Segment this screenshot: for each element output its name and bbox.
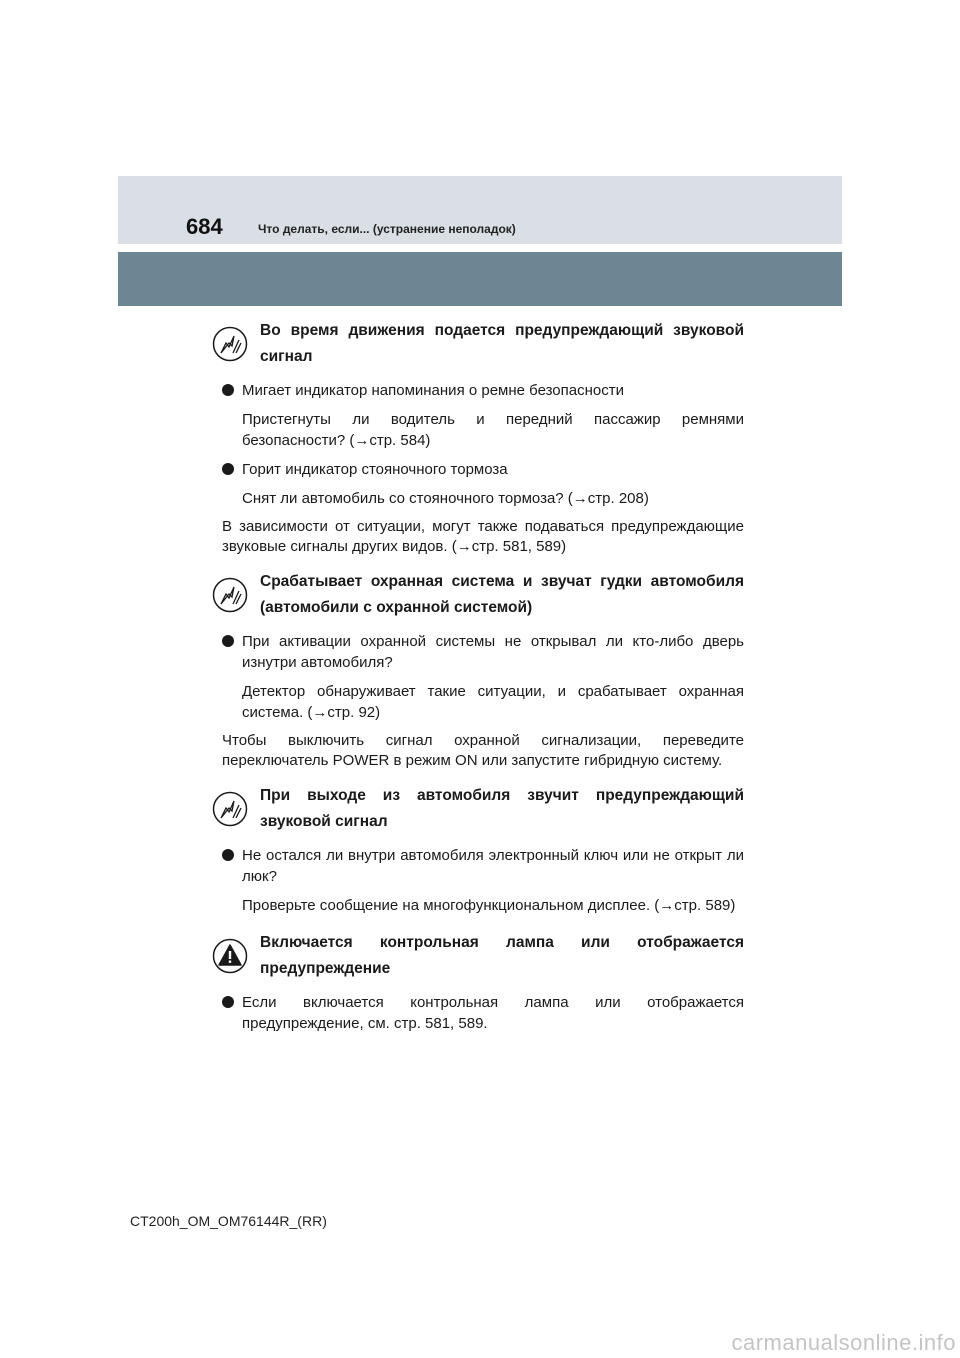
chapter-title: Что делать, если... (устранение неполадок)	[258, 222, 516, 236]
section-heading	[222, 318, 744, 370]
note-paragraph: В зависимости от ситуации, могут также подаваться предупреждающие звуковые сигналы других видов. (→стр. 581, 589)	[222, 518, 744, 555]
header-band-dark	[118, 252, 842, 306]
section-warning-light	[222, 930, 744, 1034]
content	[222, 318, 744, 1040]
bullet-dot-icon	[222, 463, 234, 475]
section-warning-buzzer	[222, 318, 744, 557]
bullet-dot-icon	[222, 996, 234, 1008]
section-title-line2: сигнал	[260, 348, 313, 365]
bullet-item	[222, 845, 744, 887]
fault-icon	[212, 326, 248, 362]
watermark[interactable]: carmanualsonline.info	[731, 1330, 956, 1355]
section-heading	[222, 783, 744, 835]
section-title-line1: При выходе из автомобиля звучит предупреждающий	[260, 787, 744, 804]
bullet-dot-icon	[222, 849, 234, 861]
section-title-line1: Во время движения подается предупреждающий звуковой	[260, 322, 744, 339]
bullet-answer: Детектор обнаруживает такие ситуации, и срабатывает охранная система. (→стр. 92)	[242, 683, 744, 721]
section-title-line2: предупреждение	[260, 960, 391, 977]
warning-icon	[212, 938, 248, 974]
page-number: 684	[186, 214, 223, 239]
bullet-text: При активации охранной системы не открывал ли кто-либо дверь изнутри автомобиля?	[242, 633, 744, 671]
fault-icon	[212, 791, 248, 827]
note-paragraph: Чтобы выключить сигнал охранной сигнализации, переведите переключатель POWER в режим ON или запустите гибридную систему.	[222, 732, 744, 769]
bullet-item	[222, 631, 744, 673]
bullet-answer: Пристегнуты ли водитель и передний пассажир ремнями безопасности? (→стр. 584)	[242, 411, 744, 449]
bullet-dot-icon	[222, 384, 234, 396]
section-title-line2: звуковой сигнал	[260, 813, 388, 830]
bullet-item	[222, 459, 744, 480]
bullet-answer: Снят ли автомобиль со стояночного тормоза? (→стр. 208)	[242, 490, 649, 507]
footer-doc-code: CT200h_OM_OM76144R_(RR)	[130, 1213, 327, 1229]
bullet-text: Мигает индикатор напоминания о ремне безопасности	[242, 382, 624, 399]
bullet-text: Горит индикатор стояночного тормоза	[242, 461, 508, 478]
section-heading	[222, 930, 744, 982]
bullet-dot-icon	[222, 635, 234, 647]
section-title-line1: Срабатывает охранная система и звучат гудки автомобиля	[260, 573, 744, 590]
bullet-item	[222, 992, 744, 1034]
bullet-item	[222, 380, 744, 401]
bullet-text: Не остался ли внутри автомобиля электронный ключ или не открыт ли люк?	[242, 847, 744, 885]
section-alarm	[222, 569, 744, 771]
bullet-text: Если включается контрольная лампа или отображается предупреждение, см. стр. 581, 589.	[242, 994, 744, 1032]
section-heading	[222, 569, 744, 621]
bullet-answer: Проверьте сообщение на многофункциональном дисплее. (→стр. 589)	[242, 897, 736, 914]
fault-icon	[212, 577, 248, 613]
section-exit-buzzer	[222, 783, 744, 930]
section-title-line2: (автомобили с охранной системой)	[260, 599, 533, 616]
section-title-line1: Включается контрольная лампа или отображается	[260, 934, 744, 951]
